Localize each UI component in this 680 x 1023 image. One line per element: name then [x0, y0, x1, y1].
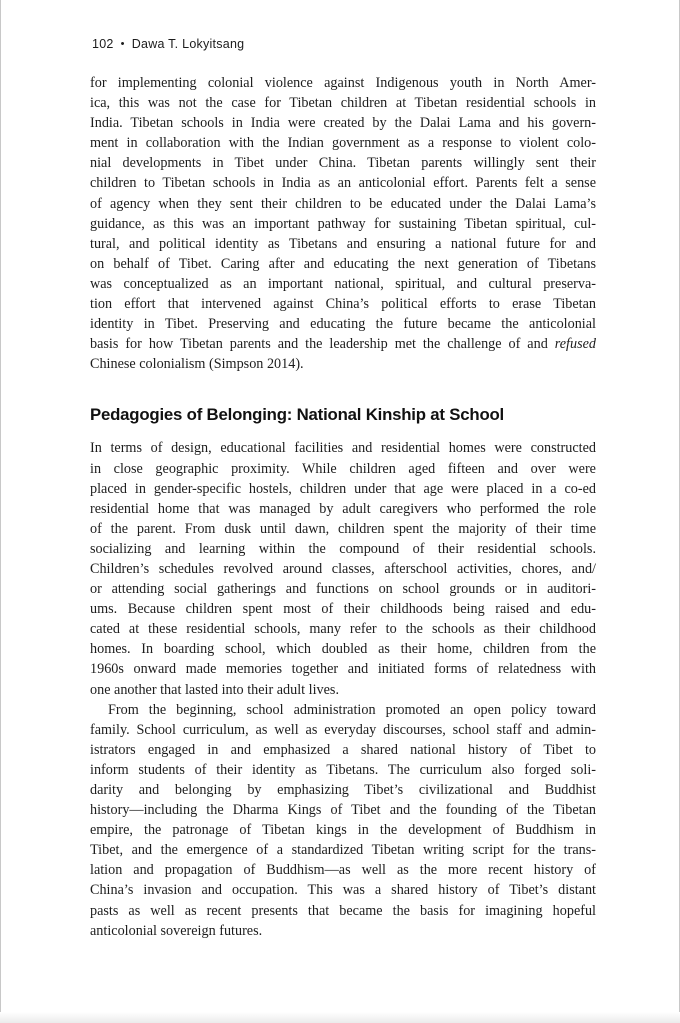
text-line: darity and belonging by emphasizing Tibet’s civilizational and Buddhist — [90, 782, 596, 798]
text-line: anticolonial sovereign futures. — [90, 922, 263, 939]
text-line: China’s invasion and occupation. This was a shared history of Tibet’s distant — [90, 882, 596, 899]
text-line: residential home that was managed by adult caregivers who performed the role — [90, 500, 596, 517]
text-line: Tibet, and the emergence of a standardized Tibetan writing script for the trans- — [90, 842, 596, 859]
text-line: Chinese colonialism (Simpson 2014). — [90, 356, 304, 373]
text-line: was conceptualized as an important national, spiritual, and cultural preserva- — [90, 275, 596, 292]
text-line: children to Tibetan schools in India as an anticolonial effort. Parents felt a sense — [90, 175, 596, 192]
text-line: or attending social gatherings and functions on school grounds or in auditori- — [90, 581, 596, 598]
text-line: istrators engaged in and emphasized a shared national history of Tibet to — [90, 741, 596, 758]
text-line: lation and propagation of Buddhism—as well as the more recent history of — [90, 862, 596, 879]
text-line: in close geographic proximity. While children aged fifteen and over were — [90, 460, 596, 477]
text-line: identity in Tibet. Preserving and educating the future became the anticolonial — [90, 316, 596, 333]
text-line: 1960s onward made memories together and initiated forms of relatedness with — [90, 661, 596, 678]
text-line: socializing and learning within the compound of their residential schools. — [90, 540, 596, 557]
paragraph — [90, 438, 596, 699]
text-line: tural, and political identity as Tibetans and ensuring a national future for and — [90, 235, 596, 252]
text-line: homes. In boarding school, which doubled as their home, children from the — [90, 641, 596, 658]
bottom-page-shadow — [0, 1012, 680, 1023]
text-line: inform students of their identity as Tibetans. The curriculum also forged soli- — [90, 761, 596, 778]
text-line: of the parent. From dusk until dawn, children spent the majority of their time — [90, 520, 596, 537]
text-line: cated at these residential schools, many refer to the schools as their childhood — [90, 621, 596, 638]
text-line: for implementing colonial violence against Indigenous youth in North Amer- — [90, 75, 596, 91]
text-line: placed in gender-specific hostels, children under that age were placed in a co-ed — [90, 480, 596, 497]
page-number: 102 — [92, 37, 114, 51]
text-line: ment in collaboration with the Indian government as a response to violent colo- — [90, 135, 596, 152]
running-header — [92, 37, 244, 51]
section-heading: Pedagogies of Belonging: National Kinship at School — [90, 405, 505, 425]
author-name: Dawa T. Lokyitsang — [131, 37, 245, 51]
text-line: on behalf of Tibet. Caring after and educating the next generation of Tibetans — [90, 255, 596, 272]
text-line: India. Tibetan schools in India were created by the Dalai Lama and his govern- — [90, 115, 596, 132]
text-line: of agency when they sent their children to be educated under the Dalai Lama’s — [90, 195, 596, 212]
text-line: guidance, as this was an important pathway for sustaining Tibetan spiritual, cul- — [90, 215, 596, 232]
text-line: ums. Because children spent most of their childhoods being raised and edu- — [90, 601, 596, 618]
text-line: Children’s schedules revolved around classes, afterschool activities, chores, and/ — [90, 560, 596, 577]
header-bullet-icon: • — [120, 38, 125, 50]
text-line: ica, this was not the case for Tibetan children at Tibetan residential schools in — [90, 95, 596, 112]
paragraph — [90, 700, 596, 941]
text-line: nial developments in Tibet under China. Tibetan parents willingly sent their — [90, 155, 596, 172]
text-line: pasts as well as recent presents that became the basis for imagining hopeful — [90, 902, 596, 919]
text-line: In terms of design, educational facilities and residential homes were constructed — [90, 440, 596, 457]
text-line: history—including the Dharma Kings of Tibet and the founding of the Tibetan — [90, 802, 596, 819]
left-page-edge — [0, 0, 1, 1023]
text-line: tion effort that intervened against China’s political efforts to erase Tibetan — [90, 296, 596, 313]
page-body — [90, 73, 596, 941]
text-line: empire, the patronage of Tibetan kings in the development of Buddhism in — [90, 822, 596, 839]
text-line: one another that lasted into their adult lives. — [90, 681, 340, 698]
text-line: From the beginning, school administration promoted an open policy toward — [108, 701, 596, 718]
text-line: family. School curriculum, as well as everyday discourses, school staff and admin- — [90, 721, 596, 738]
paragraph — [90, 73, 596, 374]
text-line: basis for how Tibetan parents and the leadership met the challenge of and refused — [90, 336, 596, 353]
